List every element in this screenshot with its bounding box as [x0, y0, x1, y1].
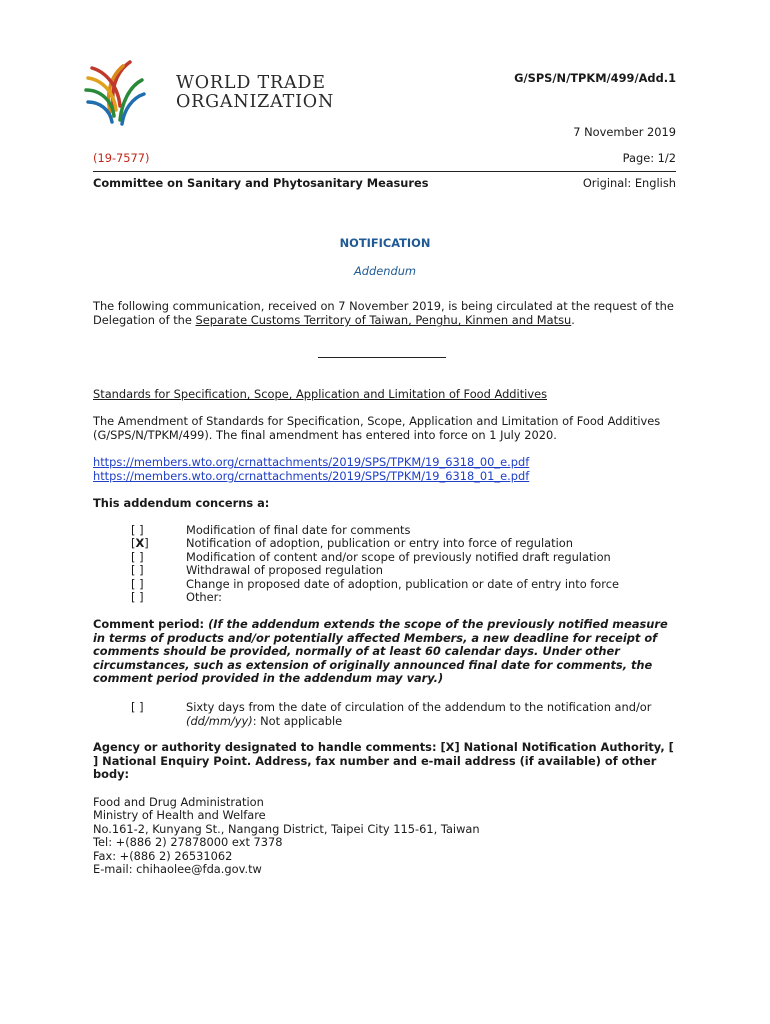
measure-description: The Amendment of Standards for Specification, Scope, Application and Limitation of Food Additives (G/SPS/N/TPKM/499). The final amendment has entered into force on 1 July 2020. — [93, 414, 661, 442]
wto-logo-icon — [84, 58, 146, 130]
checkbox: [ ] — [131, 576, 144, 591]
option-label: Change in proposed date of adoption, publication or date of entry into force — [186, 576, 619, 591]
checkbox: [ ] — [131, 590, 144, 605]
attachment-link-1[interactable]: https://members.wto.org/crnattachments/2019/SPS/TPKM/19_6318_00_e.pdf — [93, 455, 530, 469]
checkbox: [ ] — [131, 523, 144, 537]
comment-period-option-text: Sixty days from the date of circulation of the addendum to the notification and/or — [186, 700, 652, 714]
contact-line: Food and Drug Administration — [93, 795, 264, 809]
comment-period-checkbox: [ ] — [131, 700, 144, 714]
notification-title: NOTIFICATION — [339, 236, 431, 250]
comment-period-value: : Not applicable — [252, 714, 343, 728]
document-number: (19-7577) — [93, 151, 150, 165]
concerns-checkbox-column — [131, 524, 149, 604]
agency-paragraph: Agency or authority designated to handle comments: [X] National Notification Authority, [ ] National Enquiry Point. Address, fax number and e-mail address (if available) of other body: — [93, 740, 674, 782]
option-label: Notification of adoption, publication or entry into force of regulation — [186, 536, 573, 551]
date-format-hint: (dd/mm/yy) — [186, 714, 253, 728]
contact-line: Ministry of Health and Welfare — [93, 808, 266, 823]
intro-paragraph — [93, 299, 678, 327]
option-label: Withdrawal of proposed regulation — [186, 563, 383, 578]
concerns-heading: This addendum concerns a: — [93, 496, 270, 510]
comment-period-text: (If the addendum extends the scope of the previously notified measure in terms of products and/or potentially affected Members, a new deadline for receipt of comments should be provided, normally of at least 60 calendar days. Under other circumstances, such as extension of originally announced final date for comments, the comment period provided in the addendum may vary.) — [93, 617, 668, 686]
attachment-links — [93, 455, 678, 483]
committee-name: Committee on Sanitary and Phytosanitary Measures — [93, 176, 429, 190]
header-rule — [93, 171, 676, 172]
contact-line: Fax: +(886 2) 26531062 — [93, 848, 233, 863]
option-label: Modification of content and/or scope of previously notified draft regulation — [186, 549, 611, 564]
original-language: Original: English — [582, 176, 676, 190]
checkbox: [ ] — [131, 549, 144, 564]
intro-text: The following communication, received on 7 November 2019, is being circulated at the request of the Delegation of the — [93, 299, 674, 327]
measure-heading: Standards for Specification, Scope, Application and Limitation of Food Additives — [93, 387, 548, 401]
org-name-line1: WORLD TRADE — [176, 73, 326, 93]
comment-period-paragraph — [93, 618, 678, 686]
contact-block — [93, 796, 678, 876]
page-indicator: Page: 1/2 — [622, 151, 676, 165]
checkbox: [ ] — [131, 563, 144, 578]
contact-line: No.161-2, Kunyang St., Nangang District, Taipei City 115-61, Taiwan — [93, 821, 480, 836]
org-name-line2: ORGANIZATION — [176, 92, 335, 112]
concerns-options-list — [186, 524, 619, 604]
intro-text-end: . — [571, 313, 575, 327]
separator-line — [318, 357, 446, 358]
comment-period-label: Comment period: — [93, 617, 209, 631]
option-label: Other: — [186, 590, 222, 605]
document-symbol: G/SPS/N/TPKM/499/Add.1 — [514, 71, 676, 85]
member-name: Separate Customs Territory of Taiwan, Penghu, Kinmen and Matsu — [195, 313, 572, 327]
document-date: 7 November 2019 — [573, 125, 676, 139]
contact-line: Tel: +(886 2) 27878000 ext 7378 — [93, 835, 283, 850]
option-label: Modification of final date for comments — [186, 523, 411, 537]
attachment-link-2[interactable]: https://members.wto.org/crnattachments/2019/SPS/TPKM/19_6318_01_e.pdf — [93, 469, 530, 483]
comment-period-option — [186, 700, 680, 728]
checkbox-checked: [X] — [131, 536, 149, 551]
addendum-subtitle: Addendum — [353, 264, 417, 278]
contact-line: E-mail: chihaolee@fda.gov.tw — [93, 862, 262, 877]
